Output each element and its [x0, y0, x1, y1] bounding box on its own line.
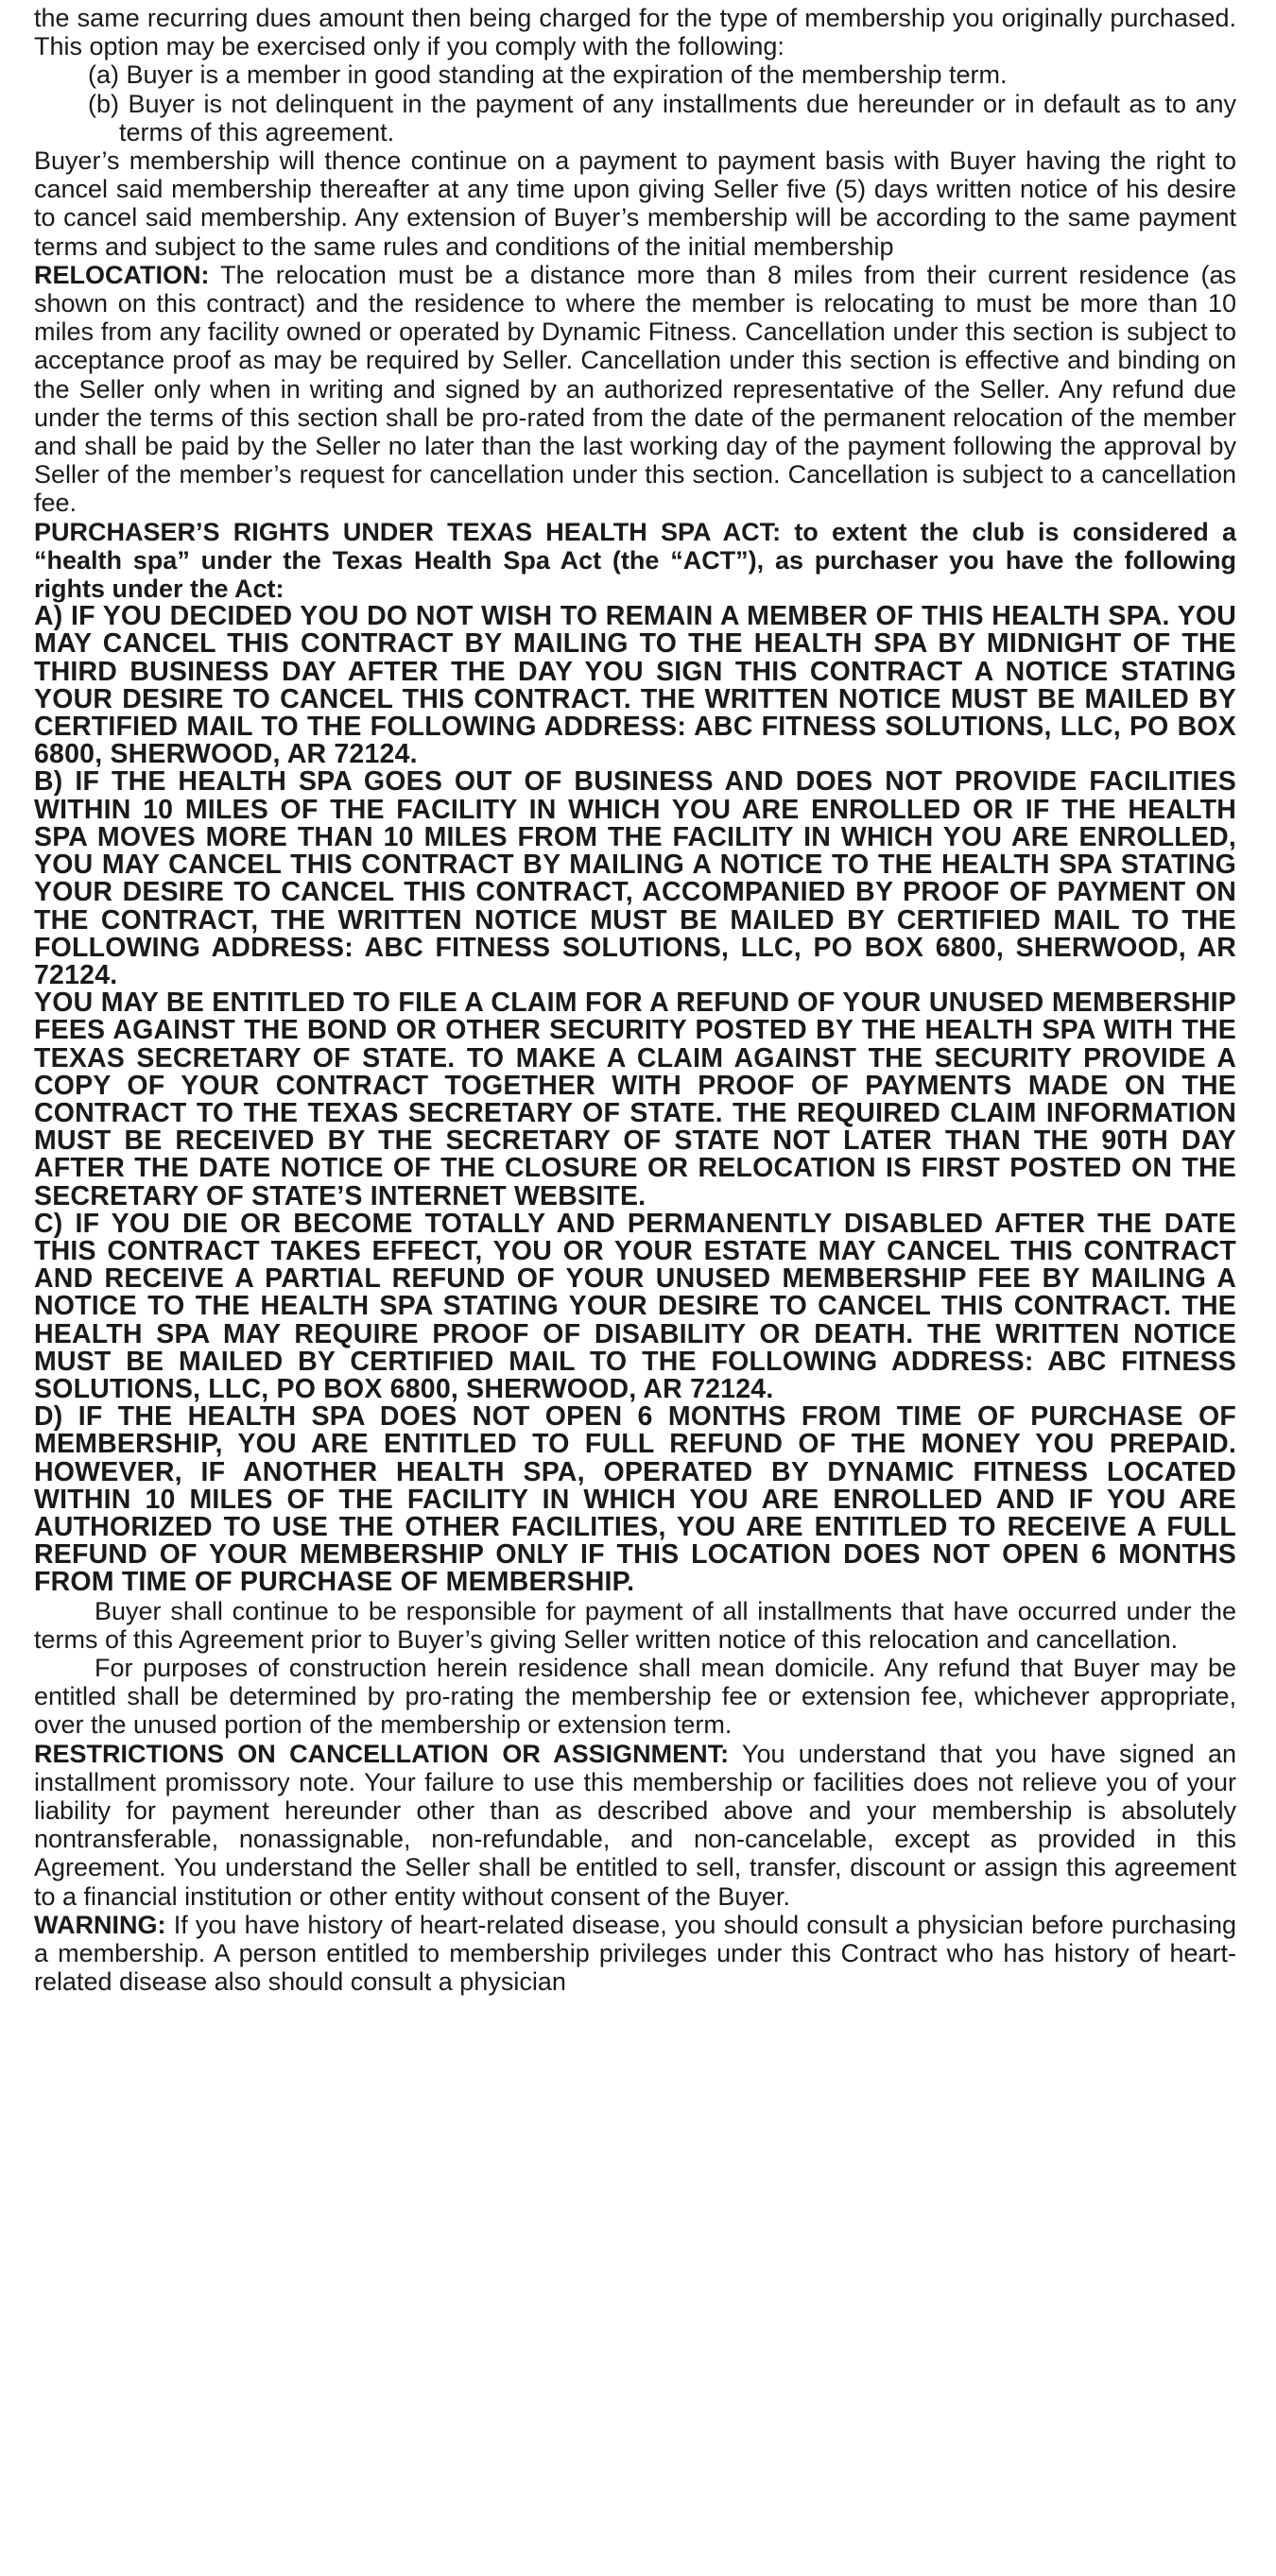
section-heading-purchaser-rights: PURCHASER’S RIGHTS UNDER TEXAS HEALTH SPA ACT: to extent the club is considered a “health spa” under the Texas Health Spa Act (the “ACT”), as purchaser you have the following rights under the Act:	[34, 517, 1236, 604]
clause-text: C) IF YOU DIE OR BECOME TOTALLY AND PERMANENTLY DISABLED AFTER THE DATE THIS CONTRACT TAKES EFFECT, YOU OR YOUR ESTATE MAY CANCEL THIS CONTRACT AND RECEIVE A PARTIAL REFUND OF YOUR UNUSED MEMBERSHIP FEE BY MAILING A NOTICE TO THE HEALTH SPA STATING YOUR DESIRE TO CANCEL THIS CONTRACT. THE HEALTH SPA MAY REQUIRE PROOF OF DISABILITY OR DEATH. THE WRITTEN NOTICE MUST BE MAILED BY CERTIFIED MAIL TO THE FOLLOWING ADDRESS: ABC FITNESS SOLUTIONS, LLC, PO BOX 6800, SHERWOOD, AR 72124.	[34, 1208, 1236, 1404]
paragraph-text: the same recurring dues amount then being charged for the type of membership you originally purchased. This option may be exercised only if you comply with the following:	[34, 4, 1236, 61]
clause-d	[34, 1403, 1236, 1596]
condition-text: (a) Buyer is a member in good standing at the expiration of the membership term.	[88, 60, 1008, 90]
clause-text: YOU MAY BE ENTITLED TO FILE A CLAIM FOR A REFUND OF YOUR UNUSED MEMBERSHIP FEES AGAINST THE BOND OR OTHER SECURITY POSTED BY THE HEALTH SPA WITH THE TEXAS SECRETARY OF STATE. TO MAKE A CLAIM AGAINST THE SECURITY PROVIDE A COPY OF YOUR CONTRACT TOGETHER WITH PROOF OF PAYMENTS MADE ON THE CONTRACT TO THE TEXAS SECRETARY OF STATE. THE REQUIRED CLAIM INFORMATION MUST BE RECEIVED BY THE SECRETARY OF STATE NOT LATER THAN THE 90TH DAY AFTER THE DATE NOTICE OF THE CLOSURE OR RELOCATION IS FIRST POSTED ON THE SECRETARY OF STATE’S INTERNET WEBSITE.	[34, 987, 1236, 1211]
clause-b	[34, 768, 1236, 989]
condition-item-a	[34, 60, 1236, 89]
paragraph-text: For purposes of construction herein residence shall mean domicile. Any refund that Buyer may be entitled shall be determined by pro-rating the membership fee or extension fee, whichever appropriate, over the unused portion of the membership or extension term.	[34, 1653, 1236, 1740]
section-heading-restrictions: RESTRICTIONS ON CANCELLATION OR ASSIGNMENT:	[34, 1739, 730, 1768]
clause-text: B) IF THE HEALTH SPA GOES OUT OF BUSINESS AND DOES NOT PROVIDE FACILITIES WITHIN 10 MILES OF THE FACILITY IN WHICH YOU ARE ENROLLED OR IF THE HEALTH SPA MOVES MORE THAN 10 MILES FROM THE FACILITY IN WHICH YOU ARE ENROLLED, YOU MAY CANCEL THIS CONTRACT BY MAILING A NOTICE TO THE HEALTH SPA STATING YOUR DESIRE TO CANCEL THIS CONTRACT, ACCOMPANIED BY PROOF OF PAYMENT ON THE CONTRACT, THE WRITTEN NOTICE MUST BE MAILED BY CERTIFIED MAIL TO THE FOLLOWING ADDRESS: ABC FITNESS SOLUTIONS, LLC, PO BOX 6800, SHERWOOD, AR 72124.	[34, 766, 1236, 990]
paragraph-membership-continuation	[34, 146, 1236, 261]
paragraph-installments	[34, 1597, 1236, 1654]
paragraph-relocation	[34, 261, 1236, 518]
clause-text: A) IF YOU DECIDED YOU DO NOT WISH TO REMAIN A MEMBER OF THIS HEALTH SPA. YOU MAY CANCEL THIS CONTRACT BY MAILING TO THE HEALTH SPA BY MIDNIGHT OF THE THIRD BUSINESS DAY AFTER THE DAY YOU SIGN THIS CONTRACT A NOTICE STATING YOUR DESIRE TO CANCEL THIS CONTRACT. THE WRITTEN NOTICE MUST BE MAILED BY CERTIFIED MAIL TO THE FOLLOWING ADDRESS: ABC FITNESS SOLUTIONS, LLC, PO BOX 6800, SHERWOOD, AR 72124.	[34, 601, 1236, 770]
paragraph-text: You understand that you have signed an installment promissory note. Your failure to use this membership or facilities does not relieve you of your liability for payment hereunder other than as described above and your membership is absolutely nontransferable, nonassignable, non-refundable, and non-cancelable, except as provided in this Agreement. You understand the Seller shall be entitled to sell, transfer, discount or assign this agreement to a financial institution or other entity without consent of the Buyer.	[34, 1739, 1236, 1911]
clause-text: D) IF THE HEALTH SPA DOES NOT OPEN 6 MONTHS FROM TIME OF PURCHASE OF MEMBERSHIP, YOU ARE ENTITLED TO FULL REFUND OF THE MONEY YOU PREPAID. HOWEVER, IF ANOTHER HEALTH SPA, OPERATED BY DYNAMIC FITNESS LOCATED WITHIN 10 MILES OF THE FACILITY IN WHICH YOU ARE ENROLLED AND IF YOU ARE AUTHORIZED TO USE THE OTHER FACILITIES, YOU ARE ENTITLED TO RECEIVE A FULL REFUND OF YOUR MEMBERSHIP ONLY IF THIS LOCATION DOES NOT OPEN 6 MONTHS FROM TIME OF PURCHASE OF MEMBERSHIP.	[34, 1401, 1236, 1598]
condition-text: (b) Buyer is not delinquent in the payment of any installments due hereunder or in default as to any terms of this agreement.	[88, 89, 1236, 146]
clause-c	[34, 1208, 1236, 1404]
paragraph-text: Buyer shall continue to be responsible for payment of all installments that have occurred under the terms of this Agreement prior to Buyer’s giving Seller written notice of this relocation and cancellation.	[34, 1596, 1236, 1654]
condition-item-b	[34, 90, 1236, 146]
section-heading-relocation: RELOCATION:	[34, 260, 210, 289]
section-heading-warning: WARNING:	[34, 1910, 166, 1939]
paragraph-residence	[34, 1654, 1236, 1740]
paragraph-text: If you have history of heart-related disease, you should consult a physician before purchasing a membership. A person entitled to membership privileges under this Contract who has history of heart-related disease also should consult a physician	[34, 1910, 1236, 1997]
paragraph-text: The relocation must be a distance more than 8 miles from their current residence (as shown on this contract) and the residence to where the member is relocating to must be more than 10 miles from any facility owned or operated by Dynamic Fitness. Cancellation under this section is subject to acceptance proof as may be required by Seller. Cancellation under this section is effective and binding on the Seller only when in writing and signed by an authorized representative of the Seller. Any refund due under the terms of this section shall be pro-rated from the date of the permanent relocation of the member and shall be paid by the Seller no later than the last working day of the payment following the approval by Seller of the member’s request for cancellation under this section. Cancellation is subject to a cancellation fee.	[34, 260, 1236, 518]
clause-a	[34, 603, 1236, 768]
paragraph-warning	[34, 1911, 1236, 1997]
paragraph-restrictions	[34, 1740, 1236, 1911]
paragraph-purchaser-rights	[34, 518, 1236, 604]
paragraph-text: Buyer’s membership will thence continue on a payment to payment basis with Buyer having the right to cancel said membership thereafter at any time upon giving Seller five (5) days written notice of his desire to cancel said membership. Any extension of Buyer’s membership will be according to the same payment terms and subject to the same rules and conditions of the initial membership	[34, 146, 1236, 261]
clause-refund-claim	[34, 989, 1236, 1211]
paragraph-dues-option	[34, 4, 1236, 60]
